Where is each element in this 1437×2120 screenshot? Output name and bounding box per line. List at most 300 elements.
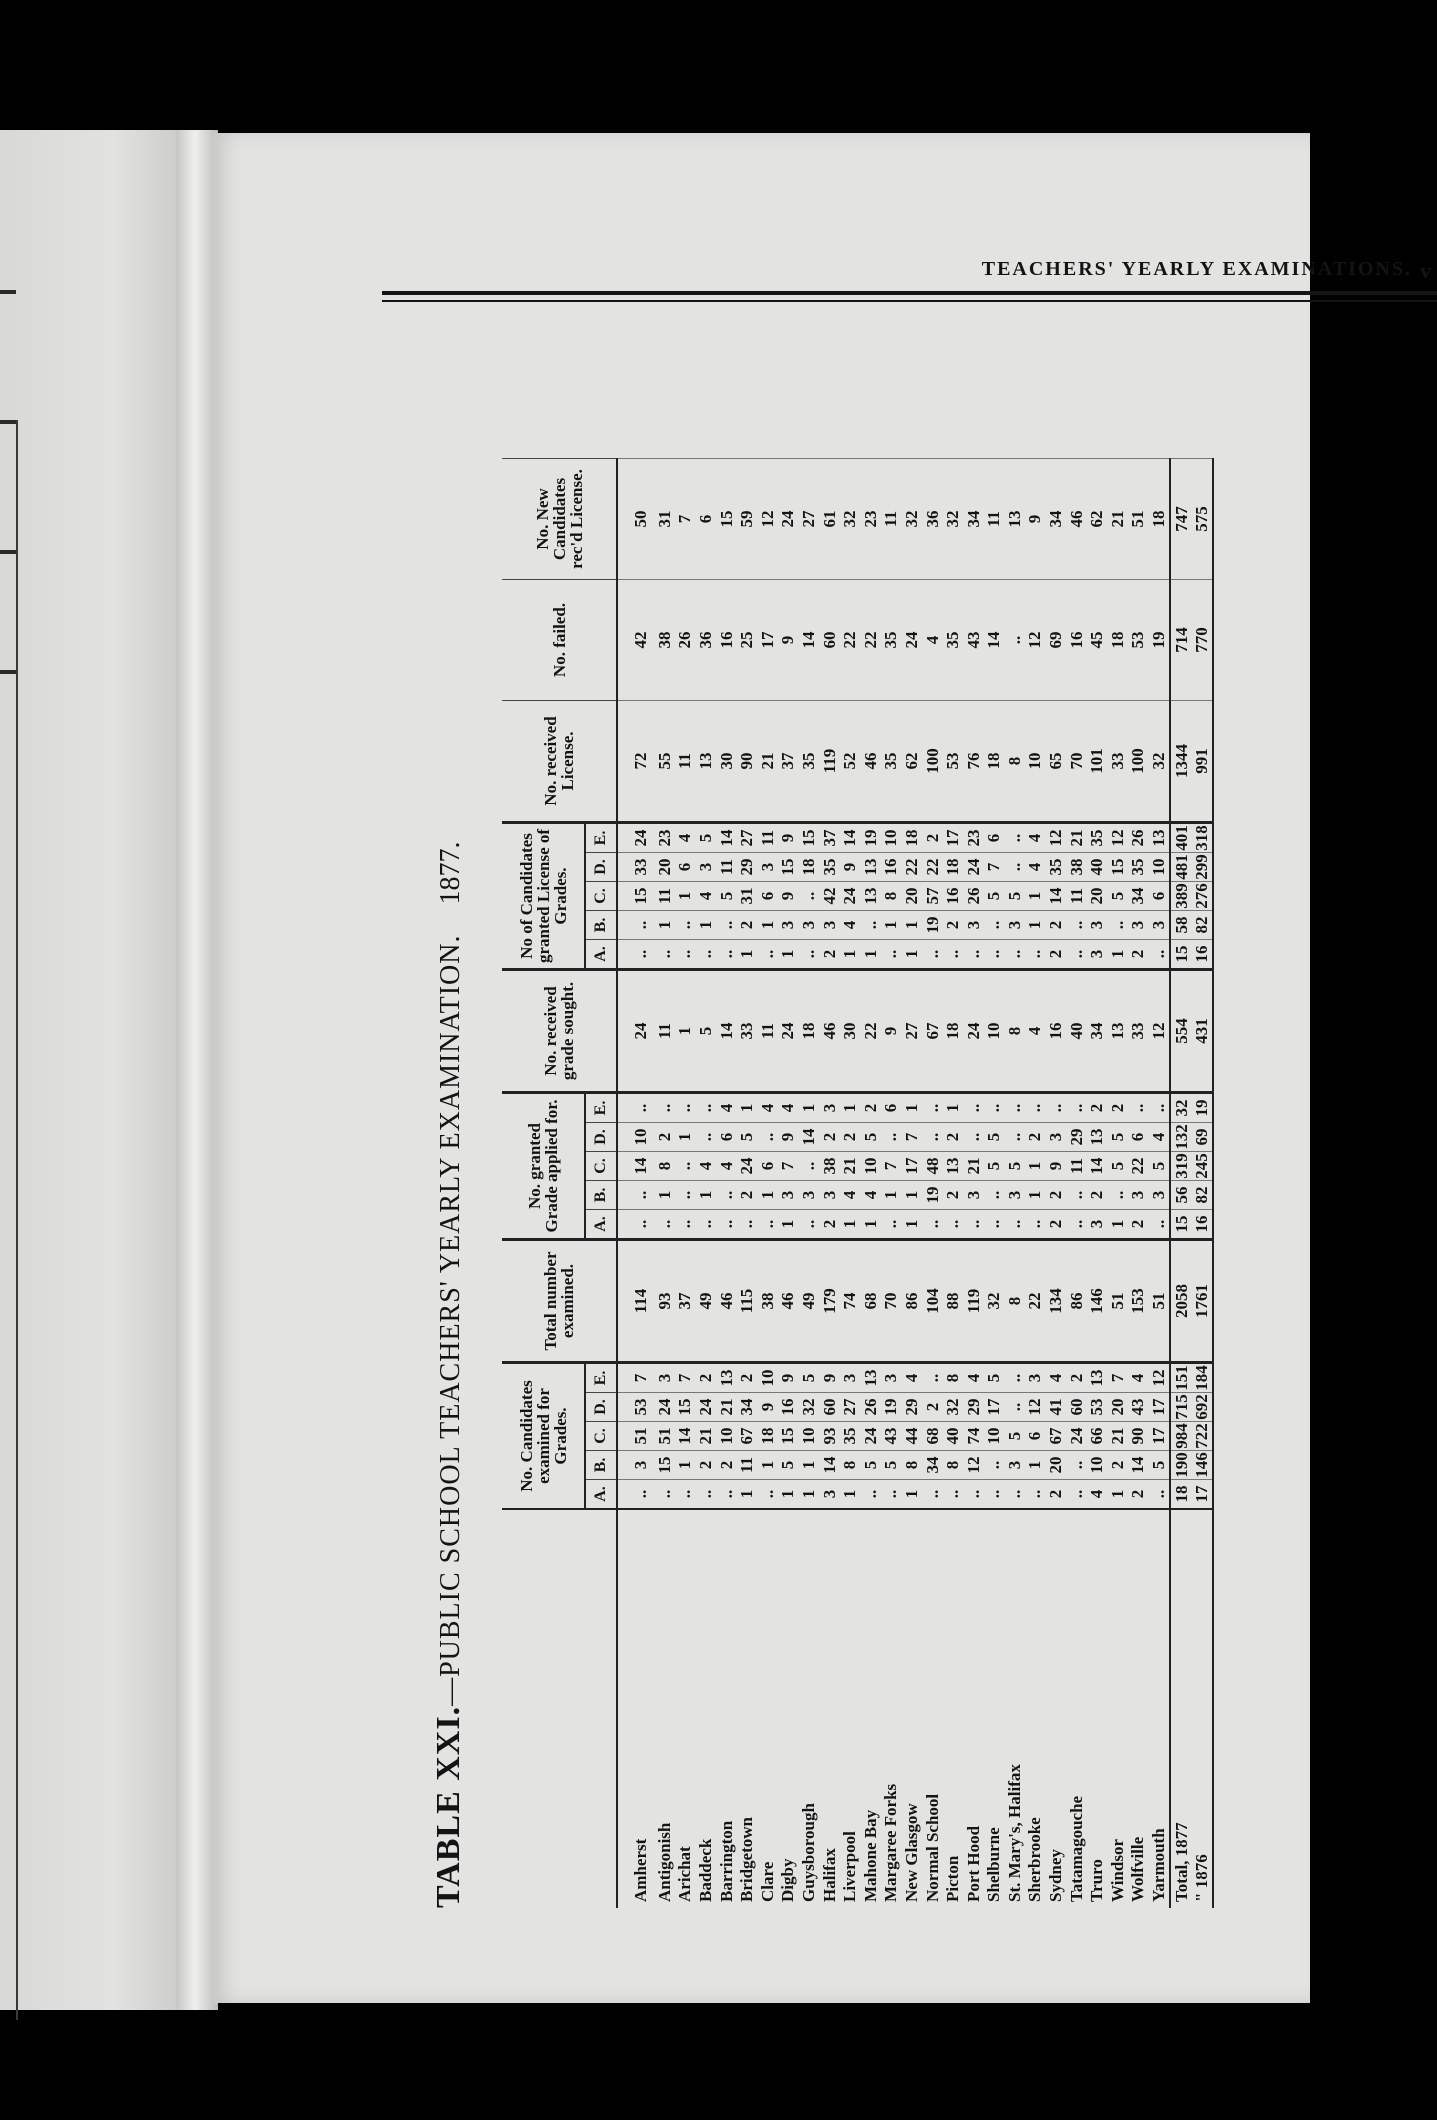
license-cell: 6 xyxy=(1148,882,1170,911)
examined-cell: 26 xyxy=(860,1393,881,1422)
license-cell: 5 xyxy=(1004,882,1025,911)
sought-cell: 24 xyxy=(617,970,654,1093)
table-row xyxy=(1107,459,1128,1909)
examined-cell: 90 xyxy=(1128,1422,1149,1451)
station-name: Clare xyxy=(757,1509,778,1908)
examined-cell: 20 xyxy=(1107,1393,1128,1422)
granted-cell: 14 xyxy=(798,1123,819,1152)
table-row xyxy=(1191,459,1213,1909)
granted-cell: 3 xyxy=(1086,1210,1107,1240)
sought-cell: 46 xyxy=(819,970,840,1093)
examined-cell: 8 xyxy=(901,1451,922,1480)
granted-cell: .. xyxy=(654,1093,675,1123)
examined-cell: 17 xyxy=(984,1393,1005,1422)
license-cell: 276 xyxy=(1192,883,1212,909)
header-granted: No. granted Grade applied for. xyxy=(502,1093,585,1240)
table-title xyxy=(430,148,474,1908)
sought-cell: 1 xyxy=(675,970,696,1093)
license-cell: 16 xyxy=(1191,940,1213,970)
license-cell: 11 xyxy=(716,853,737,882)
license-cell: .. xyxy=(617,911,654,940)
table-row xyxy=(1148,459,1170,1909)
examined-cell: 24 xyxy=(860,1422,881,1451)
license-cell: 1 xyxy=(881,911,902,940)
license-cell: 2 xyxy=(819,940,840,970)
granted-cell: 38 xyxy=(819,1152,840,1181)
grade-header: A. xyxy=(585,1480,617,1510)
header-examined: No. Candidates examined for Grades. xyxy=(502,1363,585,1510)
license-cell: .. xyxy=(757,940,778,970)
received-cell: 35 xyxy=(881,701,902,823)
total-cell: 38 xyxy=(757,1240,778,1363)
table-row xyxy=(1045,459,1066,1909)
license-cell: 9 xyxy=(778,882,799,911)
examined-cell: 4 xyxy=(1086,1480,1107,1510)
license-cell: 9 xyxy=(778,823,799,853)
received-cell: 52 xyxy=(839,701,860,823)
station-name: Antigonish xyxy=(654,1509,675,1908)
failed-cell: 14 xyxy=(984,580,1005,701)
examined-cell: 44 xyxy=(901,1422,922,1451)
table-row xyxy=(860,459,881,1909)
failed-cell: 35 xyxy=(942,580,963,701)
grade-header: E. xyxy=(585,823,617,853)
license-cell: 12 xyxy=(1045,823,1066,853)
granted-cell: .. xyxy=(675,1181,696,1210)
examined-cell: 3 xyxy=(1004,1451,1025,1480)
failed-cell: 22 xyxy=(860,580,881,701)
sought-cell: 4 xyxy=(1025,970,1046,1093)
failed-cell: 770 xyxy=(1191,580,1213,701)
station-name: Sydney xyxy=(1045,1509,1066,1908)
sought-cell: 14 xyxy=(716,970,737,1093)
examined-cell: 1 xyxy=(798,1480,819,1510)
granted-cell: .. xyxy=(922,1123,943,1152)
table-row xyxy=(654,459,675,1909)
granted-cell: .. xyxy=(1066,1181,1087,1210)
examined-cell: 4 xyxy=(901,1363,922,1393)
license-cell: .. xyxy=(1148,940,1170,970)
granted-cell: .. xyxy=(716,1210,737,1240)
granted-cell: 48 xyxy=(922,1152,943,1181)
granted-cell: 1 xyxy=(942,1093,963,1123)
station-name: Picton xyxy=(942,1509,963,1908)
granted-cell: 1 xyxy=(839,1210,860,1240)
received-cell: 18 xyxy=(984,701,1005,823)
license-cell: .. xyxy=(922,940,943,970)
sought-cell: 16 xyxy=(1045,970,1066,1093)
received-cell: 90 xyxy=(736,701,757,823)
license-cell: 8 xyxy=(881,882,902,911)
failed-cell: 12 xyxy=(1025,580,1046,701)
failed-cell: 45 xyxy=(1086,580,1107,701)
granted-cell: .. xyxy=(922,1093,943,1123)
examined-cell: 24 xyxy=(695,1393,716,1422)
failed-cell: 38 xyxy=(654,580,675,701)
license-cell: .. xyxy=(654,940,675,970)
granted-cell: .. xyxy=(757,1210,778,1240)
granted-cell: 32 xyxy=(1170,1093,1192,1123)
examined-cell: 151 xyxy=(1170,1363,1192,1393)
examined-cell: .. xyxy=(922,1480,943,1510)
new-candidates-cell: 12 xyxy=(757,459,778,580)
received-cell: 62 xyxy=(901,701,922,823)
license-cell: 37 xyxy=(819,823,840,853)
sought-cell: 33 xyxy=(736,970,757,1093)
granted-cell: .. xyxy=(716,1181,737,1210)
license-cell: 1 xyxy=(757,911,778,940)
examined-cell: 2 xyxy=(1045,1480,1066,1510)
sought-cell: 10 xyxy=(984,970,1005,1093)
license-cell: 23 xyxy=(654,823,675,853)
examined-cell: 12 xyxy=(963,1451,984,1480)
sought-cell: 27 xyxy=(901,970,922,1093)
received-cell: 76 xyxy=(963,701,984,823)
grade-header: E. xyxy=(585,1093,617,1123)
license-cell: 29 xyxy=(736,853,757,882)
station-name: Baddeck xyxy=(695,1509,716,1908)
sought-cell: 24 xyxy=(963,970,984,1093)
granted-cell: .. xyxy=(1004,1093,1025,1123)
license-cell: 24 xyxy=(963,853,984,882)
station-name: Amherst xyxy=(617,1509,654,1908)
examined-cell: 18 xyxy=(757,1422,778,1451)
license-cell: 82 xyxy=(1191,911,1213,940)
grade-header: B. xyxy=(585,911,617,940)
license-cell: 5 xyxy=(1107,882,1128,911)
failed-cell: 22 xyxy=(839,580,860,701)
license-cell: 13 xyxy=(860,853,881,882)
granted-cell: .. xyxy=(757,1123,778,1152)
granted-cell: 5 xyxy=(984,1123,1005,1152)
granted-cell: 2 xyxy=(1025,1123,1046,1152)
examined-cell: .. xyxy=(860,1480,881,1510)
granted-cell: .. xyxy=(1107,1181,1128,1210)
examined-cell: 10 xyxy=(716,1422,737,1451)
granted-cell: 82 xyxy=(1191,1181,1213,1210)
new-candidates-cell: 15 xyxy=(716,459,737,580)
license-cell: 5 xyxy=(695,823,716,853)
new-candidates-cell: 7 xyxy=(675,459,696,580)
document-page xyxy=(212,133,1431,2003)
granted-cell: .. xyxy=(963,1123,984,1152)
examined-cell: 10 xyxy=(1086,1451,1107,1480)
failed-cell: 16 xyxy=(716,580,737,701)
license-cell: 15 xyxy=(617,882,654,911)
license-cell: 481 xyxy=(1171,854,1191,880)
license-cell: 15 xyxy=(1107,853,1128,882)
license-cell: 11 xyxy=(654,882,675,911)
examined-cell: .. xyxy=(1004,1363,1025,1393)
grade-header: C. xyxy=(585,882,617,911)
license-cell: .. xyxy=(881,940,902,970)
table-row xyxy=(716,459,737,1909)
header-received: No. received License. xyxy=(502,701,617,823)
left-page-rule xyxy=(0,670,16,674)
granted-cell: 4 xyxy=(1148,1123,1170,1152)
granted-cell: 3 xyxy=(1128,1181,1149,1210)
station-name: Halifax xyxy=(819,1509,840,1908)
license-cell: 1 xyxy=(901,940,922,970)
license-cell: 4 xyxy=(1025,853,1046,882)
license-cell: .. xyxy=(1025,940,1046,970)
examined-cell: 41 xyxy=(1045,1393,1066,1422)
new-candidates-cell: 18 xyxy=(1148,459,1170,580)
examined-cell: 5 xyxy=(798,1363,819,1393)
license-cell: 58 xyxy=(1170,911,1192,940)
license-cell: 10 xyxy=(881,823,902,853)
granted-cell: 2 xyxy=(1045,1210,1066,1240)
station-name: Port Hood xyxy=(963,1509,984,1908)
rotated-table-frame xyxy=(422,118,1242,1938)
examined-cell: 190 xyxy=(1171,1452,1191,1478)
granted-cell: 6 xyxy=(716,1123,737,1152)
examined-cell: 146 xyxy=(1192,1452,1212,1478)
examined-cell: .. xyxy=(695,1480,716,1510)
granted-cell: 10 xyxy=(860,1152,881,1181)
license-cell: 27 xyxy=(736,823,757,853)
new-candidates-cell: 32 xyxy=(942,459,963,580)
license-cell: 22 xyxy=(922,853,943,882)
total-cell: 68 xyxy=(860,1240,881,1363)
total-cell: 86 xyxy=(901,1240,922,1363)
granted-cell: 1 xyxy=(881,1181,902,1210)
license-cell: 26 xyxy=(1128,823,1149,853)
granted-cell: 2 xyxy=(1086,1181,1107,1210)
new-candidates-cell: 46 xyxy=(1066,459,1087,580)
granted-cell: 7 xyxy=(881,1152,902,1181)
granted-cell: .. xyxy=(654,1210,675,1240)
examined-cell: 9 xyxy=(778,1363,799,1393)
received-cell: 101 xyxy=(1086,701,1107,823)
license-cell: .. xyxy=(798,940,819,970)
station-name: Normal School xyxy=(922,1509,943,1908)
examined-cell: 3 xyxy=(819,1480,840,1510)
examined-cell: 8 xyxy=(942,1451,963,1480)
license-cell: .. xyxy=(1004,823,1025,853)
examined-cell: 19 xyxy=(881,1393,902,1422)
examined-cell: 10 xyxy=(798,1422,819,1451)
granted-cell: 3 xyxy=(798,1181,819,1210)
total-cell: 119 xyxy=(963,1240,984,1363)
granted-cell: 1 xyxy=(778,1210,799,1240)
examined-cell: 68 xyxy=(922,1422,943,1451)
examined-cell: 11 xyxy=(736,1451,757,1480)
examination-table xyxy=(502,458,1214,1908)
license-cell: 3 xyxy=(819,911,840,940)
examined-cell: 14 xyxy=(819,1451,840,1480)
total-cell: 2058 xyxy=(1170,1240,1192,1363)
sought-cell: 11 xyxy=(757,970,778,1093)
examined-cell: 5 xyxy=(984,1363,1005,1393)
header-failed: No. failed. xyxy=(502,580,617,701)
examined-cell: 2 xyxy=(1107,1451,1128,1480)
granted-cell: 7 xyxy=(901,1123,922,1152)
granted-cell: 3 xyxy=(963,1181,984,1210)
granted-cell: 2 xyxy=(736,1181,757,1210)
examined-cell: 5 xyxy=(860,1451,881,1480)
table-row xyxy=(695,459,716,1909)
granted-cell: 13 xyxy=(942,1152,963,1181)
header-new-candidates: No. New Candidates rec'd License. xyxy=(502,459,617,580)
sought-cell: 8 xyxy=(1004,970,1025,1093)
examined-cell: 15 xyxy=(654,1451,675,1480)
station-name: Bridgetown xyxy=(736,1509,757,1908)
granted-cell: 24 xyxy=(736,1152,757,1181)
license-cell: .. xyxy=(942,940,963,970)
granted-cell: 19 xyxy=(922,1181,943,1210)
granted-cell: 2 xyxy=(942,1123,963,1152)
granted-cell: 3 xyxy=(1045,1123,1066,1152)
examined-cell: 5 xyxy=(1004,1422,1025,1451)
failed-cell: 60 xyxy=(819,580,840,701)
granted-cell: 56 xyxy=(1170,1181,1192,1210)
received-cell: 53 xyxy=(942,701,963,823)
grade-header: E. xyxy=(585,1363,617,1393)
granted-cell: .. xyxy=(1066,1093,1087,1123)
total-cell: 49 xyxy=(798,1240,819,1363)
examined-cell: 18 xyxy=(1170,1480,1192,1510)
examined-cell: 4 xyxy=(1128,1363,1149,1393)
failed-cell: 9 xyxy=(778,580,799,701)
left-page-rule xyxy=(0,290,16,294)
license-cell: 24 xyxy=(839,882,860,911)
new-candidates-cell: 51 xyxy=(1128,459,1149,580)
granted-cell: 16 xyxy=(1191,1210,1213,1240)
granted-cell: 11 xyxy=(1066,1152,1087,1181)
license-cell: 3 xyxy=(695,853,716,882)
header-total: Total number examined. xyxy=(502,1240,617,1363)
received-cell: 35 xyxy=(798,701,819,823)
new-candidates-cell: 6 xyxy=(695,459,716,580)
table-row xyxy=(1066,459,1087,1909)
total-cell: 46 xyxy=(716,1240,737,1363)
running-header: TEACHERS' YEARLY EXAMINATIONS. xyxy=(981,258,1412,280)
granted-cell: 1 xyxy=(798,1093,819,1123)
license-cell: 1 xyxy=(675,882,696,911)
examined-cell: 27 xyxy=(839,1393,860,1422)
table-row xyxy=(984,459,1005,1909)
examined-cell: 16 xyxy=(778,1393,799,1422)
examined-cell: 60 xyxy=(819,1393,840,1422)
granted-cell: 245 xyxy=(1192,1153,1212,1179)
examined-cell: 67 xyxy=(1045,1422,1066,1451)
granted-cell: .. xyxy=(1004,1210,1025,1240)
sought-cell: 33 xyxy=(1128,970,1149,1093)
license-cell: 3 xyxy=(1086,911,1107,940)
left-page-rule xyxy=(0,420,16,424)
sought-cell: 9 xyxy=(881,970,902,1093)
station-name: New Glasgow xyxy=(901,1509,922,1908)
grade-header: D. xyxy=(585,1393,617,1422)
total-cell: 46 xyxy=(778,1240,799,1363)
failed-cell: 36 xyxy=(695,580,716,701)
license-cell: 18 xyxy=(901,823,922,853)
new-candidates-cell: 747 xyxy=(1170,459,1192,580)
table-row xyxy=(757,459,778,1909)
granted-cell: 1 xyxy=(675,1123,696,1152)
granted-cell: 4 xyxy=(695,1152,716,1181)
license-cell: .. xyxy=(1004,853,1025,882)
total-cell: 22 xyxy=(1025,1240,1046,1363)
grade-header: B. xyxy=(585,1181,617,1210)
examined-cell: 692 xyxy=(1192,1394,1212,1420)
grade-header: A. xyxy=(585,1210,617,1240)
table-row xyxy=(942,459,963,1909)
license-cell: .. xyxy=(716,940,737,970)
license-cell: 2 xyxy=(736,911,757,940)
granted-cell: 29 xyxy=(1066,1123,1087,1152)
license-cell: 5 xyxy=(716,882,737,911)
license-cell: 35 xyxy=(1086,823,1107,853)
examined-cell: 2 xyxy=(1066,1363,1087,1393)
granted-cell: 6 xyxy=(757,1152,778,1181)
examined-cell: 2 xyxy=(922,1393,943,1422)
granted-cell: .. xyxy=(695,1093,716,1123)
license-cell: .. xyxy=(860,911,881,940)
granted-cell: .. xyxy=(984,1210,1005,1240)
license-cell: 57 xyxy=(922,882,943,911)
examined-cell: 53 xyxy=(1086,1393,1107,1422)
license-cell: 16 xyxy=(942,882,963,911)
examined-cell: .. xyxy=(617,1480,654,1510)
examined-cell: 7 xyxy=(675,1363,696,1393)
license-cell: 4 xyxy=(839,911,860,940)
license-cell: 9 xyxy=(839,853,860,882)
license-cell: 14 xyxy=(716,823,737,853)
license-cell: 3 xyxy=(1148,911,1170,940)
license-cell: .. xyxy=(716,911,737,940)
table-row xyxy=(901,459,922,1909)
license-cell: 19 xyxy=(860,823,881,853)
left-page-edge xyxy=(0,130,190,2010)
examined-cell: 2 xyxy=(716,1451,737,1480)
license-cell: 20 xyxy=(901,882,922,911)
examined-cell: 2 xyxy=(695,1451,716,1480)
examined-cell: 93 xyxy=(819,1422,840,1451)
granted-cell: 4 xyxy=(716,1152,737,1181)
examined-cell: 1 xyxy=(736,1480,757,1510)
new-candidates-cell: 36 xyxy=(922,459,943,580)
license-cell: 19 xyxy=(922,911,943,940)
total-cell: 153 xyxy=(1128,1240,1149,1363)
header-sought: No. received grade sought. xyxy=(502,970,617,1093)
granted-cell: 6 xyxy=(1128,1123,1149,1152)
granted-cell: .. xyxy=(1148,1093,1170,1123)
granted-cell: 3 xyxy=(1004,1181,1025,1210)
new-candidates-cell: 34 xyxy=(963,459,984,580)
granted-cell: .. xyxy=(675,1210,696,1240)
granted-cell: 1 xyxy=(901,1093,922,1123)
examined-cell: 43 xyxy=(1128,1393,1149,1422)
granted-cell: .. xyxy=(617,1181,654,1210)
table-row xyxy=(1170,459,1192,1909)
sought-cell: 11 xyxy=(654,970,675,1093)
station-name: Mahone Bay xyxy=(860,1509,881,1908)
granted-cell: .. xyxy=(617,1093,654,1123)
license-cell: .. xyxy=(984,911,1005,940)
examined-cell: 32 xyxy=(942,1393,963,1422)
examined-cell: 21 xyxy=(1107,1422,1128,1451)
examined-cell: 34 xyxy=(736,1393,757,1422)
station-name: Barrington xyxy=(716,1509,737,1908)
granted-cell: 2 xyxy=(1107,1093,1128,1123)
sought-cell: 12 xyxy=(1148,970,1170,1093)
license-cell: 18 xyxy=(942,853,963,882)
granted-cell: 2 xyxy=(819,1123,840,1152)
examined-cell: .. xyxy=(881,1480,902,1510)
examined-cell: .. xyxy=(1066,1480,1087,1510)
